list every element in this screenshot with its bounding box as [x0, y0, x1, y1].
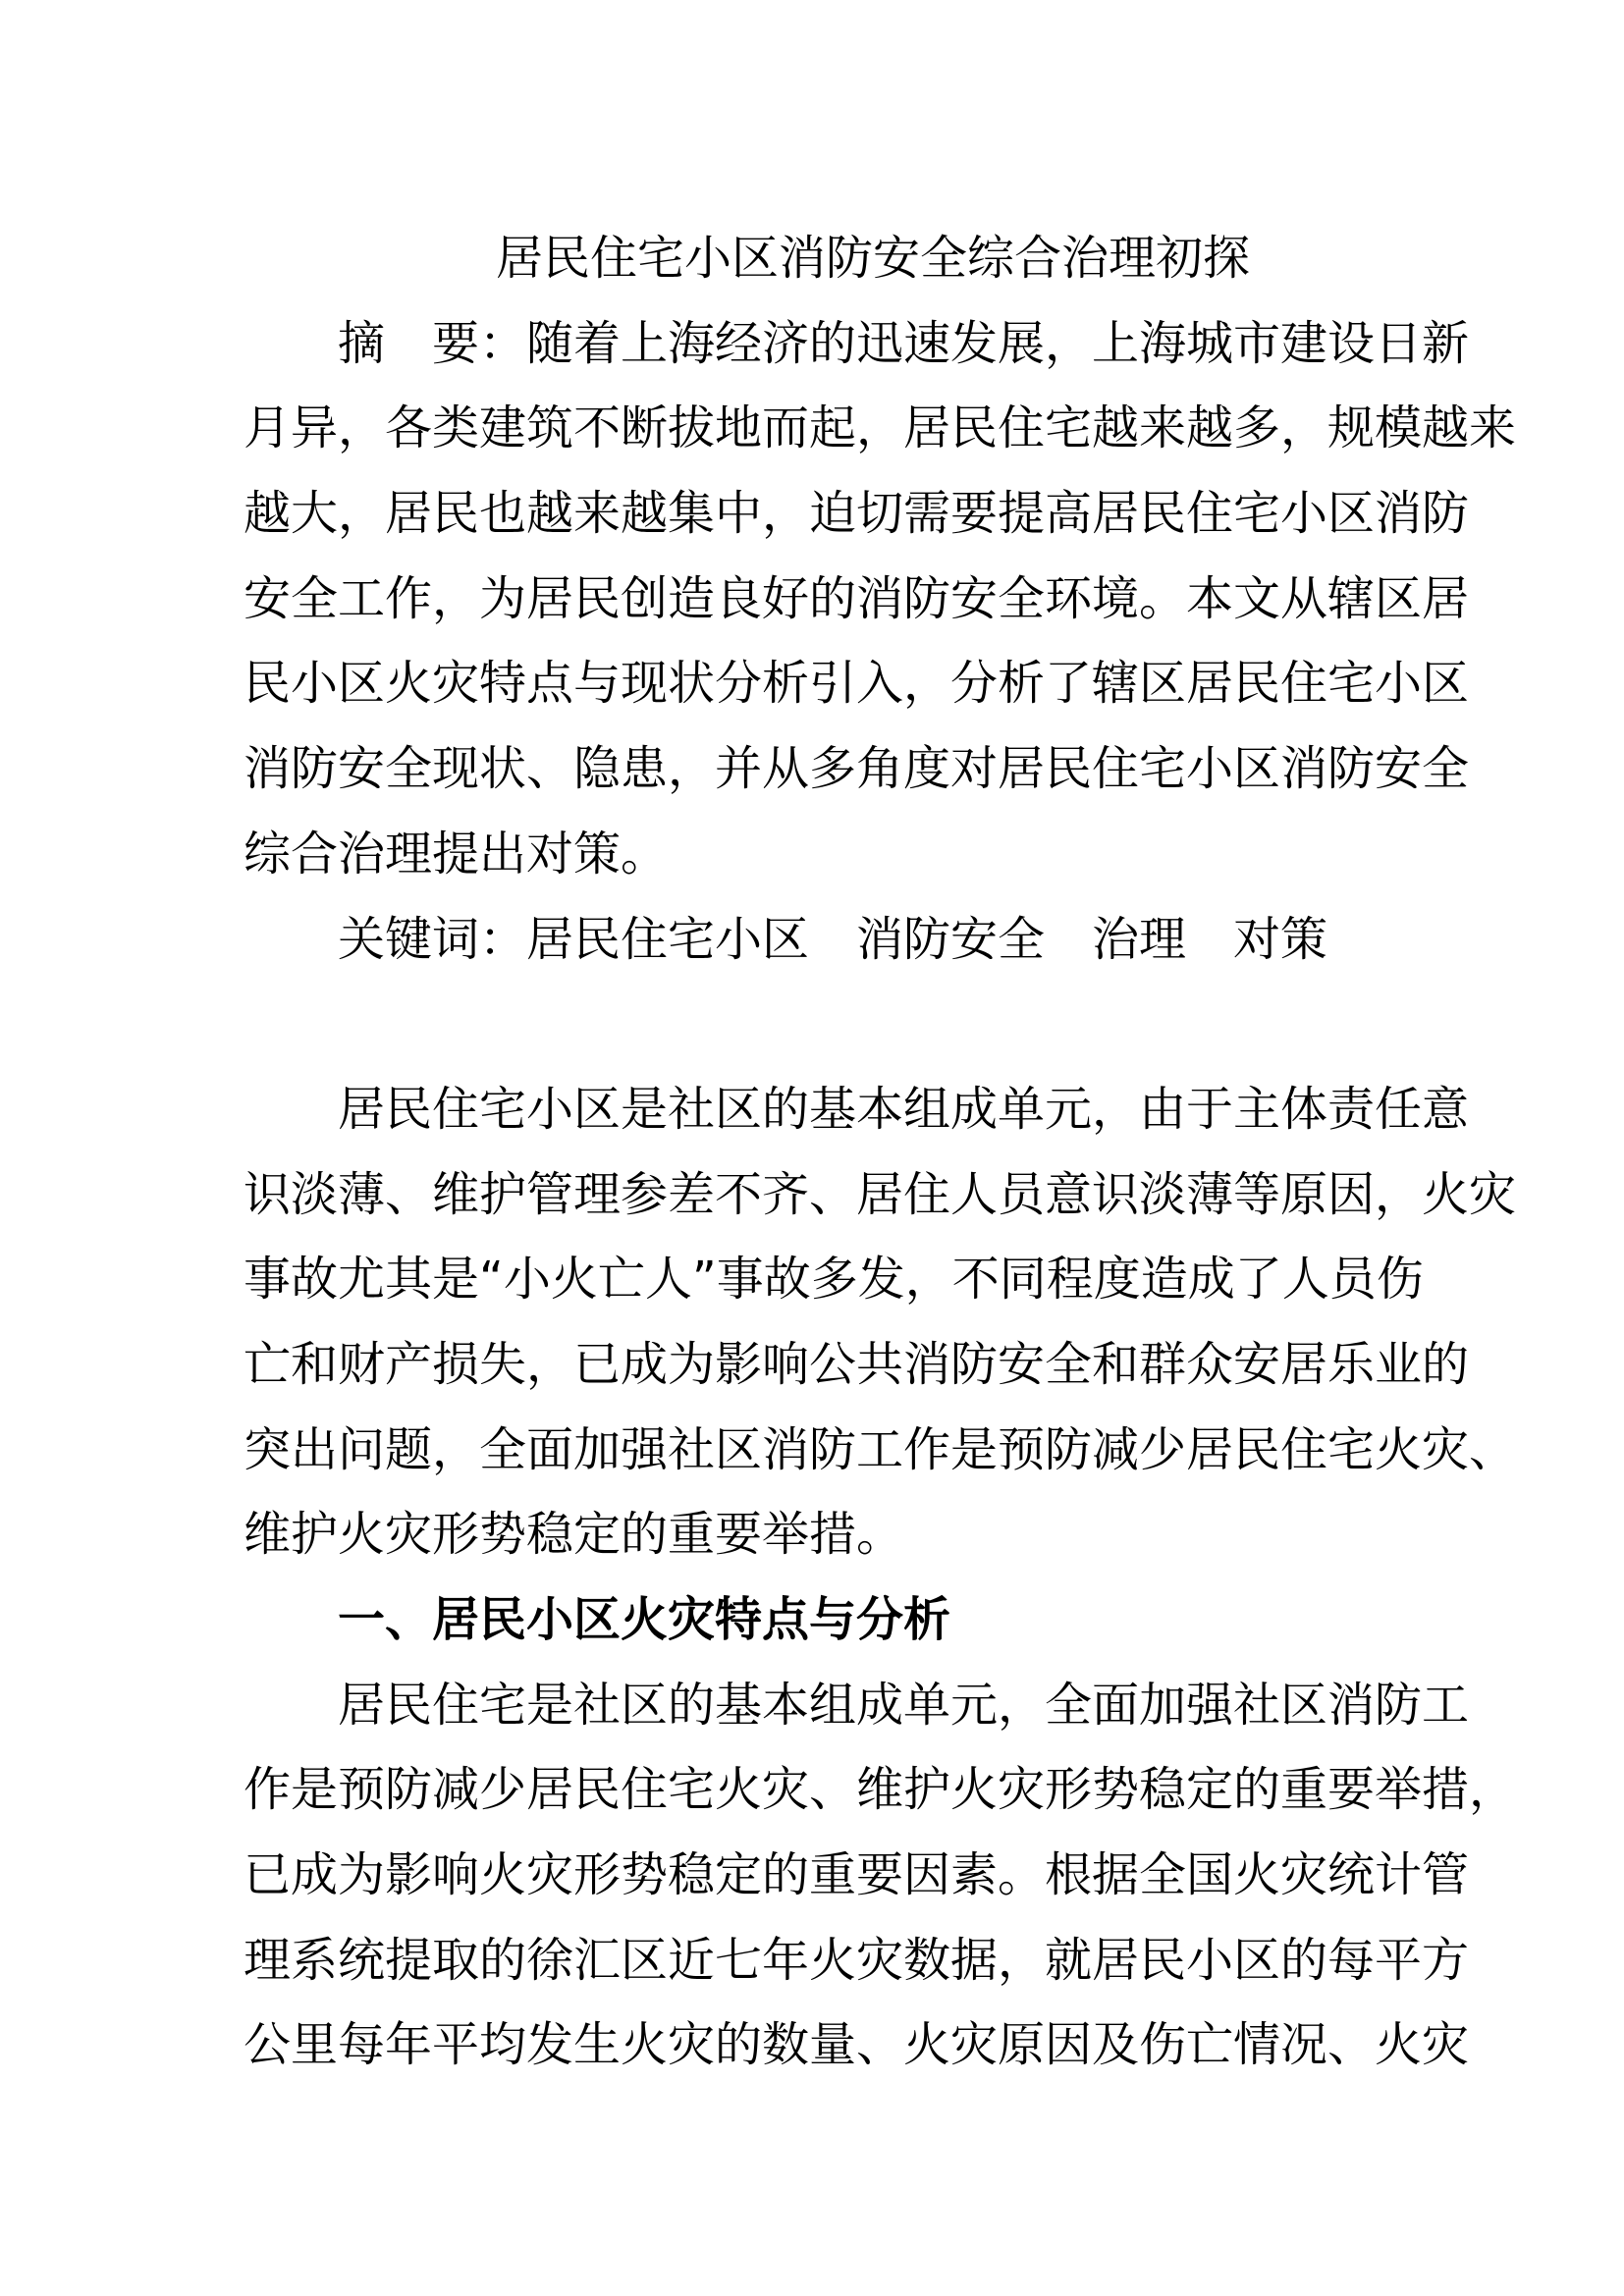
- paragraph-line: 居民住宅小区是社区的基本组成单元，由于主体责任意: [338, 1081, 1470, 1137]
- paragraph-line: 月异，各类建筑不断拔地而起，居民住宅越来越多，规模越来: [244, 400, 1517, 456]
- paragraph-line: 事故尤其是“小火亡人”事故多发，不同程度造成了人员伤: [244, 1252, 1424, 1308]
- paragraph-line: 维护火灾形势稳定的重要举措。: [244, 1507, 904, 1563]
- paragraph-line: 识淡薄、维护管理参差不齐、居住人员意识淡薄等原因，火灾: [244, 1166, 1517, 1222]
- paragraph-line: 居民住宅是社区的基本组成单元，全面加强社区消防工: [338, 1677, 1470, 1733]
- paragraph-line: 理系统提取的徐汇区近七年火灾数据，就居民小区的每平方: [244, 1932, 1470, 1988]
- paragraph-line: 综合治理提出对策。: [244, 826, 669, 881]
- section-heading: 一、居民小区火灾特点与分析: [338, 1592, 951, 1647]
- document-content: [244, 216, 1517, 2088]
- paragraph-line: 越大，居民也越来越集中，迫切需要提高居民住宅小区消防: [244, 486, 1470, 542]
- paragraph-line: 安全工作，为居民创造良好的消防安全环境。本文从辖区居: [244, 570, 1470, 626]
- document-title: 居民住宅小区消防安全综合治理初探: [495, 231, 1250, 286]
- paragraph-line: 民小区火灾特点与现状分析引入，分析了辖区居民住宅小区: [244, 656, 1470, 712]
- paragraph-line: 已成为影响火灾形势稳定的重要因素。根据全国火灾统计管: [244, 1847, 1470, 1903]
- abstract-line: 摘 要：随着上海经济的迅速发展，上海城市建设日新: [338, 315, 1470, 371]
- blank-line: [244, 982, 1502, 1067]
- paragraph-line: 作是预防减少居民住宅火灾、维护火灾形势稳定的重要举措，: [244, 1762, 1517, 1818]
- paragraph-line: 消防安全现状、隐患，并从多角度对居民住宅小区消防安全: [244, 741, 1470, 797]
- paragraph-line: 公里每年平均发生火灾的数量、火灾原因及伤亡情况、火灾: [244, 2017, 1470, 2073]
- keywords-line: 关键词：居民住宅小区 消防安全 治理 对策: [338, 911, 1328, 967]
- paragraph-line: 亡和财产损失，已成为影响公共消防安全和群众安居乐业的: [244, 1336, 1470, 1392]
- paragraph-line: 突出问题，全面加强社区消防工作是预防减少居民住宅火灾、: [244, 1421, 1517, 1477]
